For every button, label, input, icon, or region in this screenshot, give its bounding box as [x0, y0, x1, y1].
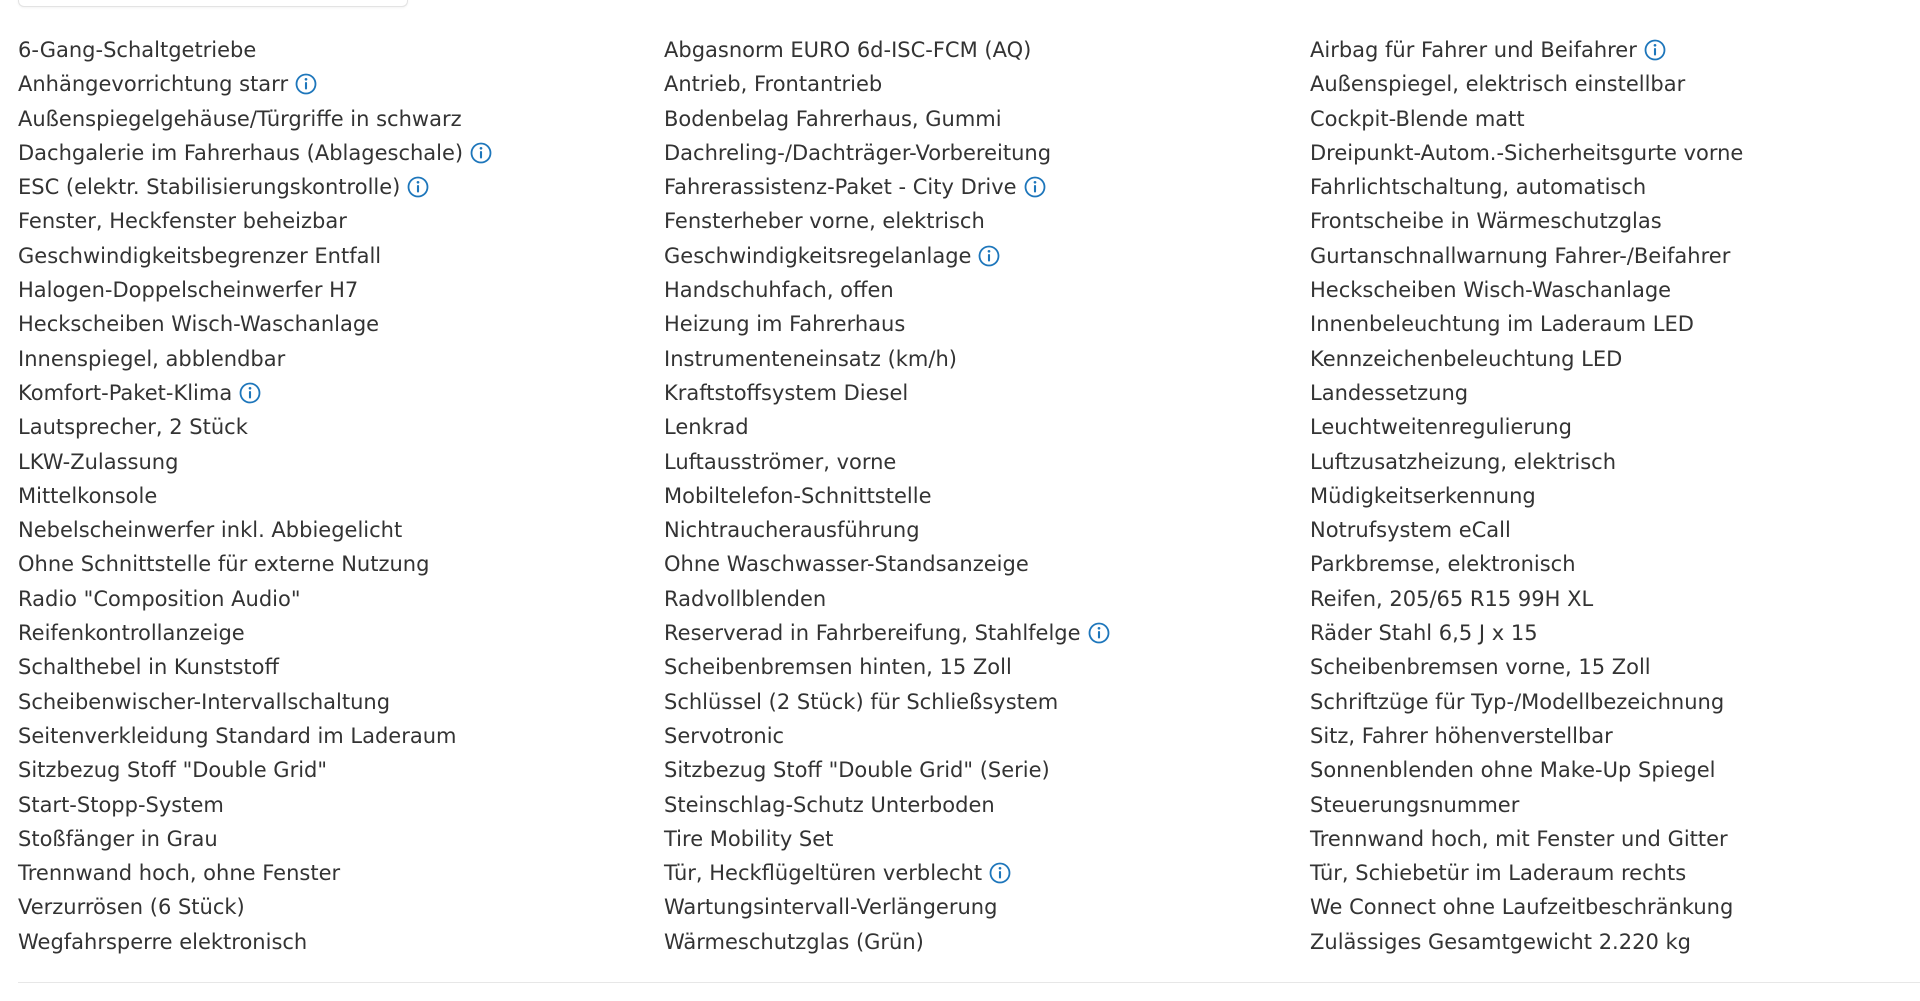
equipment-item: [18, 376, 664, 410]
equipment-item-label: LKW-Zulassung: [18, 449, 179, 474]
equipment-item: [1310, 67, 1920, 101]
equipment-item-label: Tire Mobility Set: [664, 826, 834, 851]
equipment-column: [18, 33, 664, 959]
equipment-item-label: Innenbeleuchtung im Laderaum LED: [1310, 312, 1694, 337]
collapsed-panel-edge: [18, 0, 408, 7]
equipment-list-grid: [18, 33, 1920, 959]
equipment-item-label: Luftausströmer, vorne: [664, 449, 897, 474]
equipment-item-label: Servotronic: [664, 723, 785, 748]
equipment-item-label: Stoßfänger in Grau: [18, 826, 218, 851]
equipment-item: [18, 788, 664, 822]
equipment-item-label: Innenspiegel, abblendbar: [18, 346, 286, 371]
equipment-item-label: Dreipunkt-Autom.-Sicherheitsgurte vorne: [1310, 140, 1744, 165]
equipment-item: [18, 582, 664, 616]
equipment-item-label: Luftzusatzheizung, elektrisch: [1310, 449, 1617, 474]
equipment-item: [18, 342, 664, 376]
equipment-item-label: Seitenverkleidung Standard im Laderaum: [18, 723, 457, 748]
equipment-item-label: Cockpit-Blende matt: [1310, 106, 1525, 131]
equipment-item-label: 6-Gang-Schaltgetriebe: [18, 38, 257, 62]
equipment-item: [1310, 102, 1920, 136]
equipment-item: [18, 67, 664, 101]
equipment-item: [664, 788, 1310, 822]
info-circle-icon[interactable]: [977, 244, 1001, 268]
equipment-item-label: Müdigkeitserkennung: [1310, 483, 1536, 508]
equipment-item: [664, 890, 1310, 924]
equipment-item: [664, 925, 1310, 959]
equipment-item: [664, 33, 1310, 67]
equipment-item: [1310, 479, 1920, 513]
info-circle-icon[interactable]: [1023, 175, 1047, 199]
equipment-item: [18, 890, 664, 924]
equipment-item-label: Komfort-Paket-Klima: [18, 380, 233, 405]
equipment-item: [1310, 890, 1920, 924]
equipment-item-label: Start-Stopp-System: [18, 792, 224, 817]
equipment-item: [1310, 685, 1920, 719]
equipment-item-label: Nebelscheinwerfer inkl. Abbiegelicht: [18, 518, 403, 543]
equipment-item: [1310, 273, 1920, 307]
section-divider: [18, 982, 1920, 983]
equipment-item: [1310, 170, 1920, 204]
equipment-item: [1310, 616, 1920, 650]
info-circle-icon[interactable]: [988, 861, 1012, 885]
equipment-item: [1310, 513, 1920, 547]
equipment-item-label: Airbag für Fahrer und Beifahrer: [1310, 38, 1637, 62]
equipment-item-label: Fensterheber vorne, elektrisch: [664, 209, 985, 234]
equipment-item-label: Reifen, 205/65 R15 99H XL: [1310, 586, 1594, 611]
equipment-item: [18, 856, 664, 890]
equipment-item-label: Verzurrösen (6 Stück): [18, 895, 245, 920]
equipment-item-label: Heckscheiben Wisch-Waschanlage: [18, 312, 380, 337]
equipment-item-label: Zulässiges Gesamtgewicht 2.220 kg: [1310, 929, 1691, 954]
equipment-item-label: Nichtraucherausführung: [664, 518, 920, 543]
equipment-item: [18, 136, 664, 170]
equipment-item-label: Abgasnorm EURO 6d-ISC-FCM (AQ): [664, 38, 1032, 62]
info-circle-icon[interactable]: [406, 175, 430, 199]
equipment-item-label: Parkbremse, elektronisch: [1310, 552, 1576, 577]
equipment-item: [1310, 445, 1920, 479]
equipment-item: [18, 239, 664, 273]
equipment-item: [664, 170, 1310, 204]
equipment-item: [664, 445, 1310, 479]
equipment-item: [664, 650, 1310, 684]
equipment-item: [664, 856, 1310, 890]
equipment-item-label: Heizung im Fahrerhaus: [664, 312, 906, 337]
equipment-item-label: Kennzeichenbeleuchtung LED: [1310, 346, 1623, 371]
equipment-item: [664, 616, 1310, 650]
info-circle-icon[interactable]: [1643, 38, 1667, 62]
equipment-item-label: Anhängevorrichtung starr: [18, 72, 289, 97]
equipment-item: [18, 822, 664, 856]
equipment-item-label: Schlüssel (2 Stück) für Schließsystem: [664, 689, 1059, 714]
equipment-item: [18, 719, 664, 753]
equipment-item: [1310, 822, 1920, 856]
equipment-item-label: Trennwand hoch, ohne Fenster: [18, 861, 341, 886]
equipment-item-label: Räder Stahl 6,5 J x 15: [1310, 621, 1538, 646]
equipment-item: [664, 547, 1310, 581]
equipment-item: [18, 170, 664, 204]
equipment-item: [18, 307, 664, 341]
equipment-item: [664, 479, 1310, 513]
equipment-item-label: Steinschlag-Schutz Unterboden: [664, 792, 995, 817]
equipment-item: [1310, 719, 1920, 753]
equipment-item-label: Sitzbezug Stoff "Double Grid": [18, 758, 328, 783]
equipment-item-label: Sonnenblenden ohne Make-Up Spiegel: [1310, 758, 1716, 783]
equipment-item: [1310, 582, 1920, 616]
equipment-item-label: Antrieb, Frontantrieb: [664, 72, 883, 97]
equipment-column: [664, 33, 1310, 959]
equipment-item-label: Scheibenbremsen vorne, 15 Zoll: [1310, 655, 1651, 680]
equipment-item-label: Außenspiegel, elektrisch einstellbar: [1310, 72, 1686, 97]
equipment-item: [18, 33, 664, 67]
equipment-item-label: Reserverad in Fahrbereifung, Stahlfelge: [664, 621, 1081, 646]
equipment-item-label: Trennwand hoch, mit Fenster und Gitter: [1310, 826, 1728, 851]
info-circle-icon[interactable]: [238, 381, 262, 405]
equipment-item: [1310, 856, 1920, 890]
equipment-item: [664, 376, 1310, 410]
equipment-item: [664, 239, 1310, 273]
equipment-item: [1310, 650, 1920, 684]
equipment-item-label: Handschuhfach, offen: [664, 278, 894, 303]
equipment-item: [1310, 204, 1920, 238]
equipment-item-label: Instrumenteneinsatz (km/h): [664, 346, 957, 371]
equipment-item-label: Wartungsintervall-Verlängerung: [664, 895, 998, 920]
equipment-item: [664, 582, 1310, 616]
equipment-item-label: Sitzbezug Stoff "Double Grid" (Serie): [664, 758, 1050, 783]
equipment-item-label: ESC (elektr. Stabilisierungskontrolle): [18, 175, 401, 200]
equipment-item-label: Geschwindigkeitsregelanlage: [664, 243, 972, 268]
equipment-item: [18, 410, 664, 444]
equipment-item-label: Landessetzung: [1310, 380, 1469, 405]
equipment-item-label: Fahrerassistenz-Paket - City Drive: [664, 175, 1017, 200]
equipment-item: [664, 67, 1310, 101]
equipment-item-label: Lenkrad: [664, 415, 749, 440]
equipment-item: [664, 307, 1310, 341]
equipment-item-label: Steuerungsnummer: [1310, 792, 1520, 817]
equipment-item-label: Scheibenwischer-Intervallschaltung: [18, 689, 391, 714]
equipment-item-label: Schalthebel in Kunststoff: [18, 655, 279, 680]
equipment-item: [664, 685, 1310, 719]
equipment-item-label: Wärmeschutzglas (Grün): [664, 929, 924, 954]
equipment-item: [18, 547, 664, 581]
equipment-item: [664, 719, 1310, 753]
equipment-item: [1310, 547, 1920, 581]
equipment-item: [664, 410, 1310, 444]
equipment-item-label: Sitz, Fahrer höhenverstellbar: [1310, 723, 1613, 748]
equipment-item-label: Frontscheibe in Wärmeschutzglas: [1310, 209, 1662, 234]
info-circle-icon[interactable]: [1087, 621, 1111, 645]
equipment-item-label: Fahrlichtschaltung, automatisch: [1310, 175, 1647, 200]
equipment-item-label: Dachreling-/Dachträger-Vorbereitung: [664, 140, 1052, 165]
equipment-item-label: Wegfahrsperre elektronisch: [18, 929, 308, 954]
equipment-item: [1310, 925, 1920, 959]
equipment-item: [664, 513, 1310, 547]
equipment-item: [664, 204, 1310, 238]
equipment-item: [1310, 342, 1920, 376]
equipment-item-label: Radio "Composition Audio": [18, 586, 301, 611]
equipment-column: [1310, 33, 1920, 959]
equipment-item-label: Mobiltelefon-Schnittstelle: [664, 483, 932, 508]
equipment-item: [1310, 410, 1920, 444]
equipment-item: [18, 445, 664, 479]
equipment-item-label: Tür, Heckflügeltüren verblecht: [664, 861, 983, 886]
equipment-item: [18, 102, 664, 136]
equipment-item: [1310, 33, 1920, 67]
equipment-item-label: Leuchtweitenregulierung: [1310, 415, 1572, 440]
equipment-item: [664, 342, 1310, 376]
equipment-item: [664, 136, 1310, 170]
equipment-item: [1310, 753, 1920, 787]
equipment-item-label: Scheibenbremsen hinten, 15 Zoll: [664, 655, 1012, 680]
equipment-item: [18, 273, 664, 307]
equipment-item-label: Ohne Waschwasser-Standsanzeige: [664, 552, 1029, 577]
equipment-item-label: Mittelkonsole: [18, 483, 158, 508]
equipment-item: [664, 102, 1310, 136]
info-circle-icon[interactable]: [469, 141, 493, 165]
equipment-item: [18, 204, 664, 238]
equipment-item: [18, 513, 664, 547]
equipment-item-label: Kraftstoffsystem Diesel: [664, 380, 909, 405]
equipment-item-label: Schriftzüge für Typ-/Modellbezeichnung: [1310, 689, 1725, 714]
equipment-item-label: Geschwindigkeitsbegrenzer Entfall: [18, 243, 382, 268]
equipment-item: [664, 273, 1310, 307]
equipment-item: [18, 925, 664, 959]
equipment-item: [18, 650, 664, 684]
equipment-item-label: Tür, Schiebetür im Laderaum rechts: [1310, 861, 1687, 886]
equipment-item-label: Notrufsystem eCall: [1310, 518, 1511, 543]
equipment-item-label: Ohne Schnittstelle für externe Nutzung: [18, 552, 430, 577]
equipment-item-label: Gurtanschnallwarnung Fahrer-/Beifahrer: [1310, 243, 1731, 268]
equipment-item: [18, 753, 664, 787]
equipment-item: [18, 685, 664, 719]
equipment-item: [1310, 136, 1920, 170]
equipment-item: [18, 616, 664, 650]
equipment-item-label: Reifenkontrollanzeige: [18, 621, 245, 646]
equipment-item: [1310, 307, 1920, 341]
equipment-item: [1310, 788, 1920, 822]
equipment-item-label: Lautsprecher, 2 Stück: [18, 415, 248, 440]
equipment-item-label: Bodenbelag Fahrerhaus, Gummi: [664, 106, 1002, 131]
equipment-item-label: Fenster, Heckfenster beheizbar: [18, 209, 347, 234]
equipment-item: [1310, 376, 1920, 410]
equipment-item: [1310, 239, 1920, 273]
info-circle-icon[interactable]: [294, 72, 318, 96]
equipment-item-label: Radvollblenden: [664, 586, 827, 611]
equipment-item: [18, 479, 664, 513]
equipment-item-label: Heckscheiben Wisch-Waschanlage: [1310, 278, 1672, 303]
equipment-item: [664, 822, 1310, 856]
equipment-item-label: Halogen-Doppelscheinwerfer H7: [18, 278, 359, 303]
equipment-item-label: Dachgalerie im Fahrerhaus (Ablageschale): [18, 140, 464, 165]
equipment-item-label: Außenspiegelgehäuse/Türgriffe in schwarz: [18, 106, 462, 131]
equipment-item-label: We Connect ohne Laufzeitbeschränkung: [1310, 895, 1734, 920]
equipment-item: [664, 753, 1310, 787]
